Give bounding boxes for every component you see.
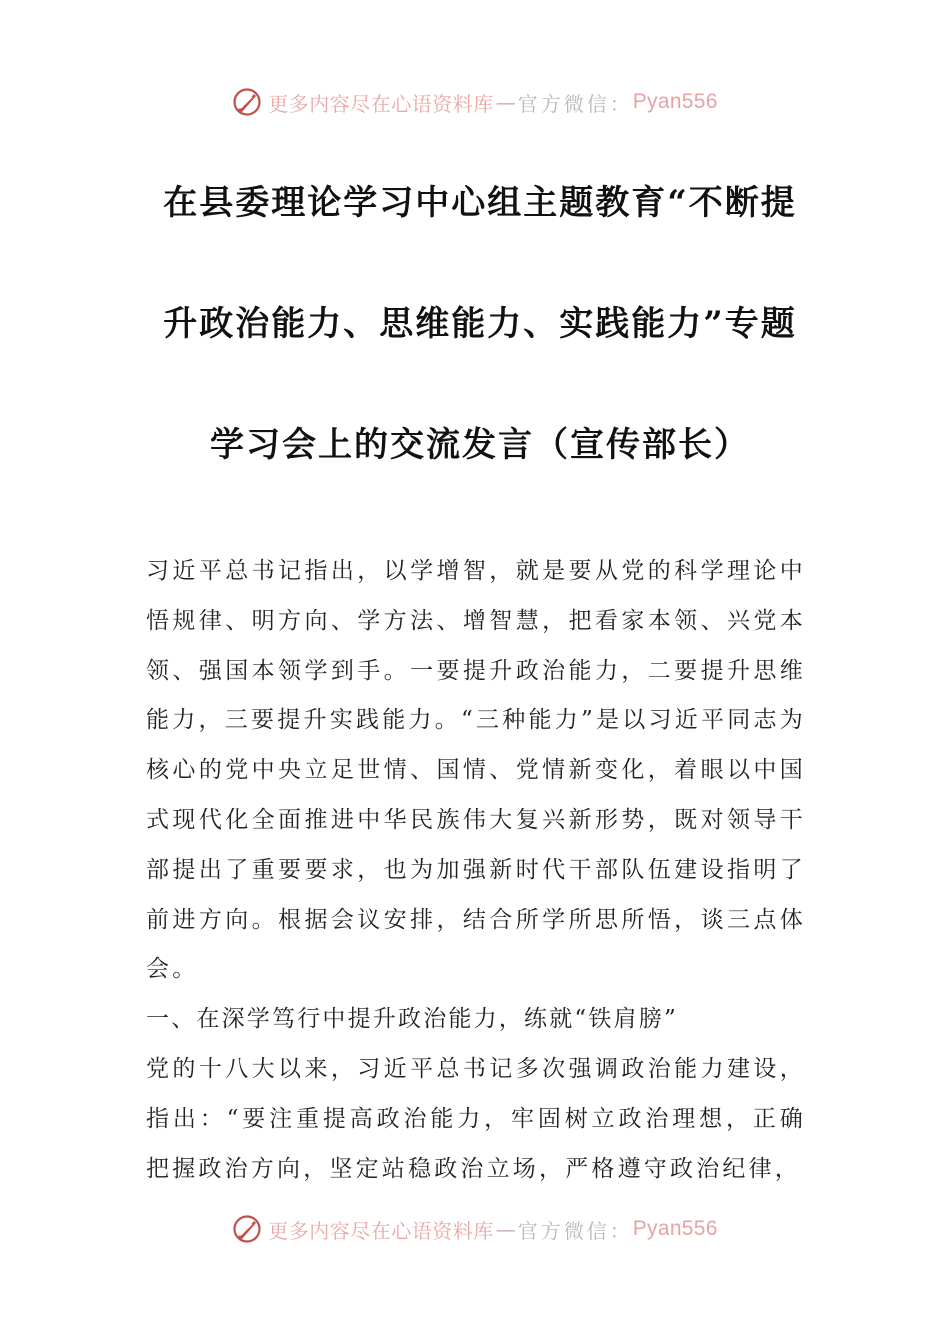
body-paragraph-1: 习近平总书记指出，以学增智，就是要从党的科学理论中悟规律、明方向、学方法、增智慧，把看家本领、兴党本领、强国本领学到手。一要提升政治能力，二要提升思维能力，三要提升实践能力。“三种能力”是以习近平同志为核心的党中央立足世情、国情、党情新变化，着眼以中国式现代化全面推进中华民族伟大复兴新形势，既对领导干部提出了重要要求，也为加强新时代干部队伍建设指明了前进方向。根据会议安排，结合所学所思所悟，谈三点体会。 [146,558,806,983]
body-paragraph-2: 党的十八大以来，习近平总书记多次强调政治能力建设，指出：“要注重提高政治能力，牢固树立政治理想，正确把握政治方向，坚定站稳政治立场，严格遵守政治纪律， [146,1055,806,1182]
document-title-line-2: 升政治能力、思维能力、实践能力”专题 [163,304,797,344]
quill-logo-icon [232,1214,262,1244]
watermark-brand: 更多内容尽在心语资料库 [268,1218,494,1243]
watermark-official: 官方微信： [517,1218,633,1243]
watermark-brand: 更多内容尽在心语资料库 [268,91,494,116]
watermark-id: Pyan556 [632,1217,718,1240]
watermark-dash: — [495,90,516,114]
section-heading-1: 一、在深学笃行中提升政治能力，练就“铁肩膀” [146,1006,678,1033]
watermark-id: Pyan556 [632,90,718,113]
quill-logo-icon [232,87,262,117]
document-body [146,547,806,1194]
header-watermark [0,82,950,122]
document-title-line-1: 在县委理论学习中心组主题教育“不断提 [163,183,797,223]
document-title-line-3: 学习会上的交流发言（宣传部长） [210,425,750,465]
watermark-dash: — [495,1217,516,1241]
footer-watermark [0,1209,950,1249]
watermark-official: 官方微信： [517,91,633,116]
